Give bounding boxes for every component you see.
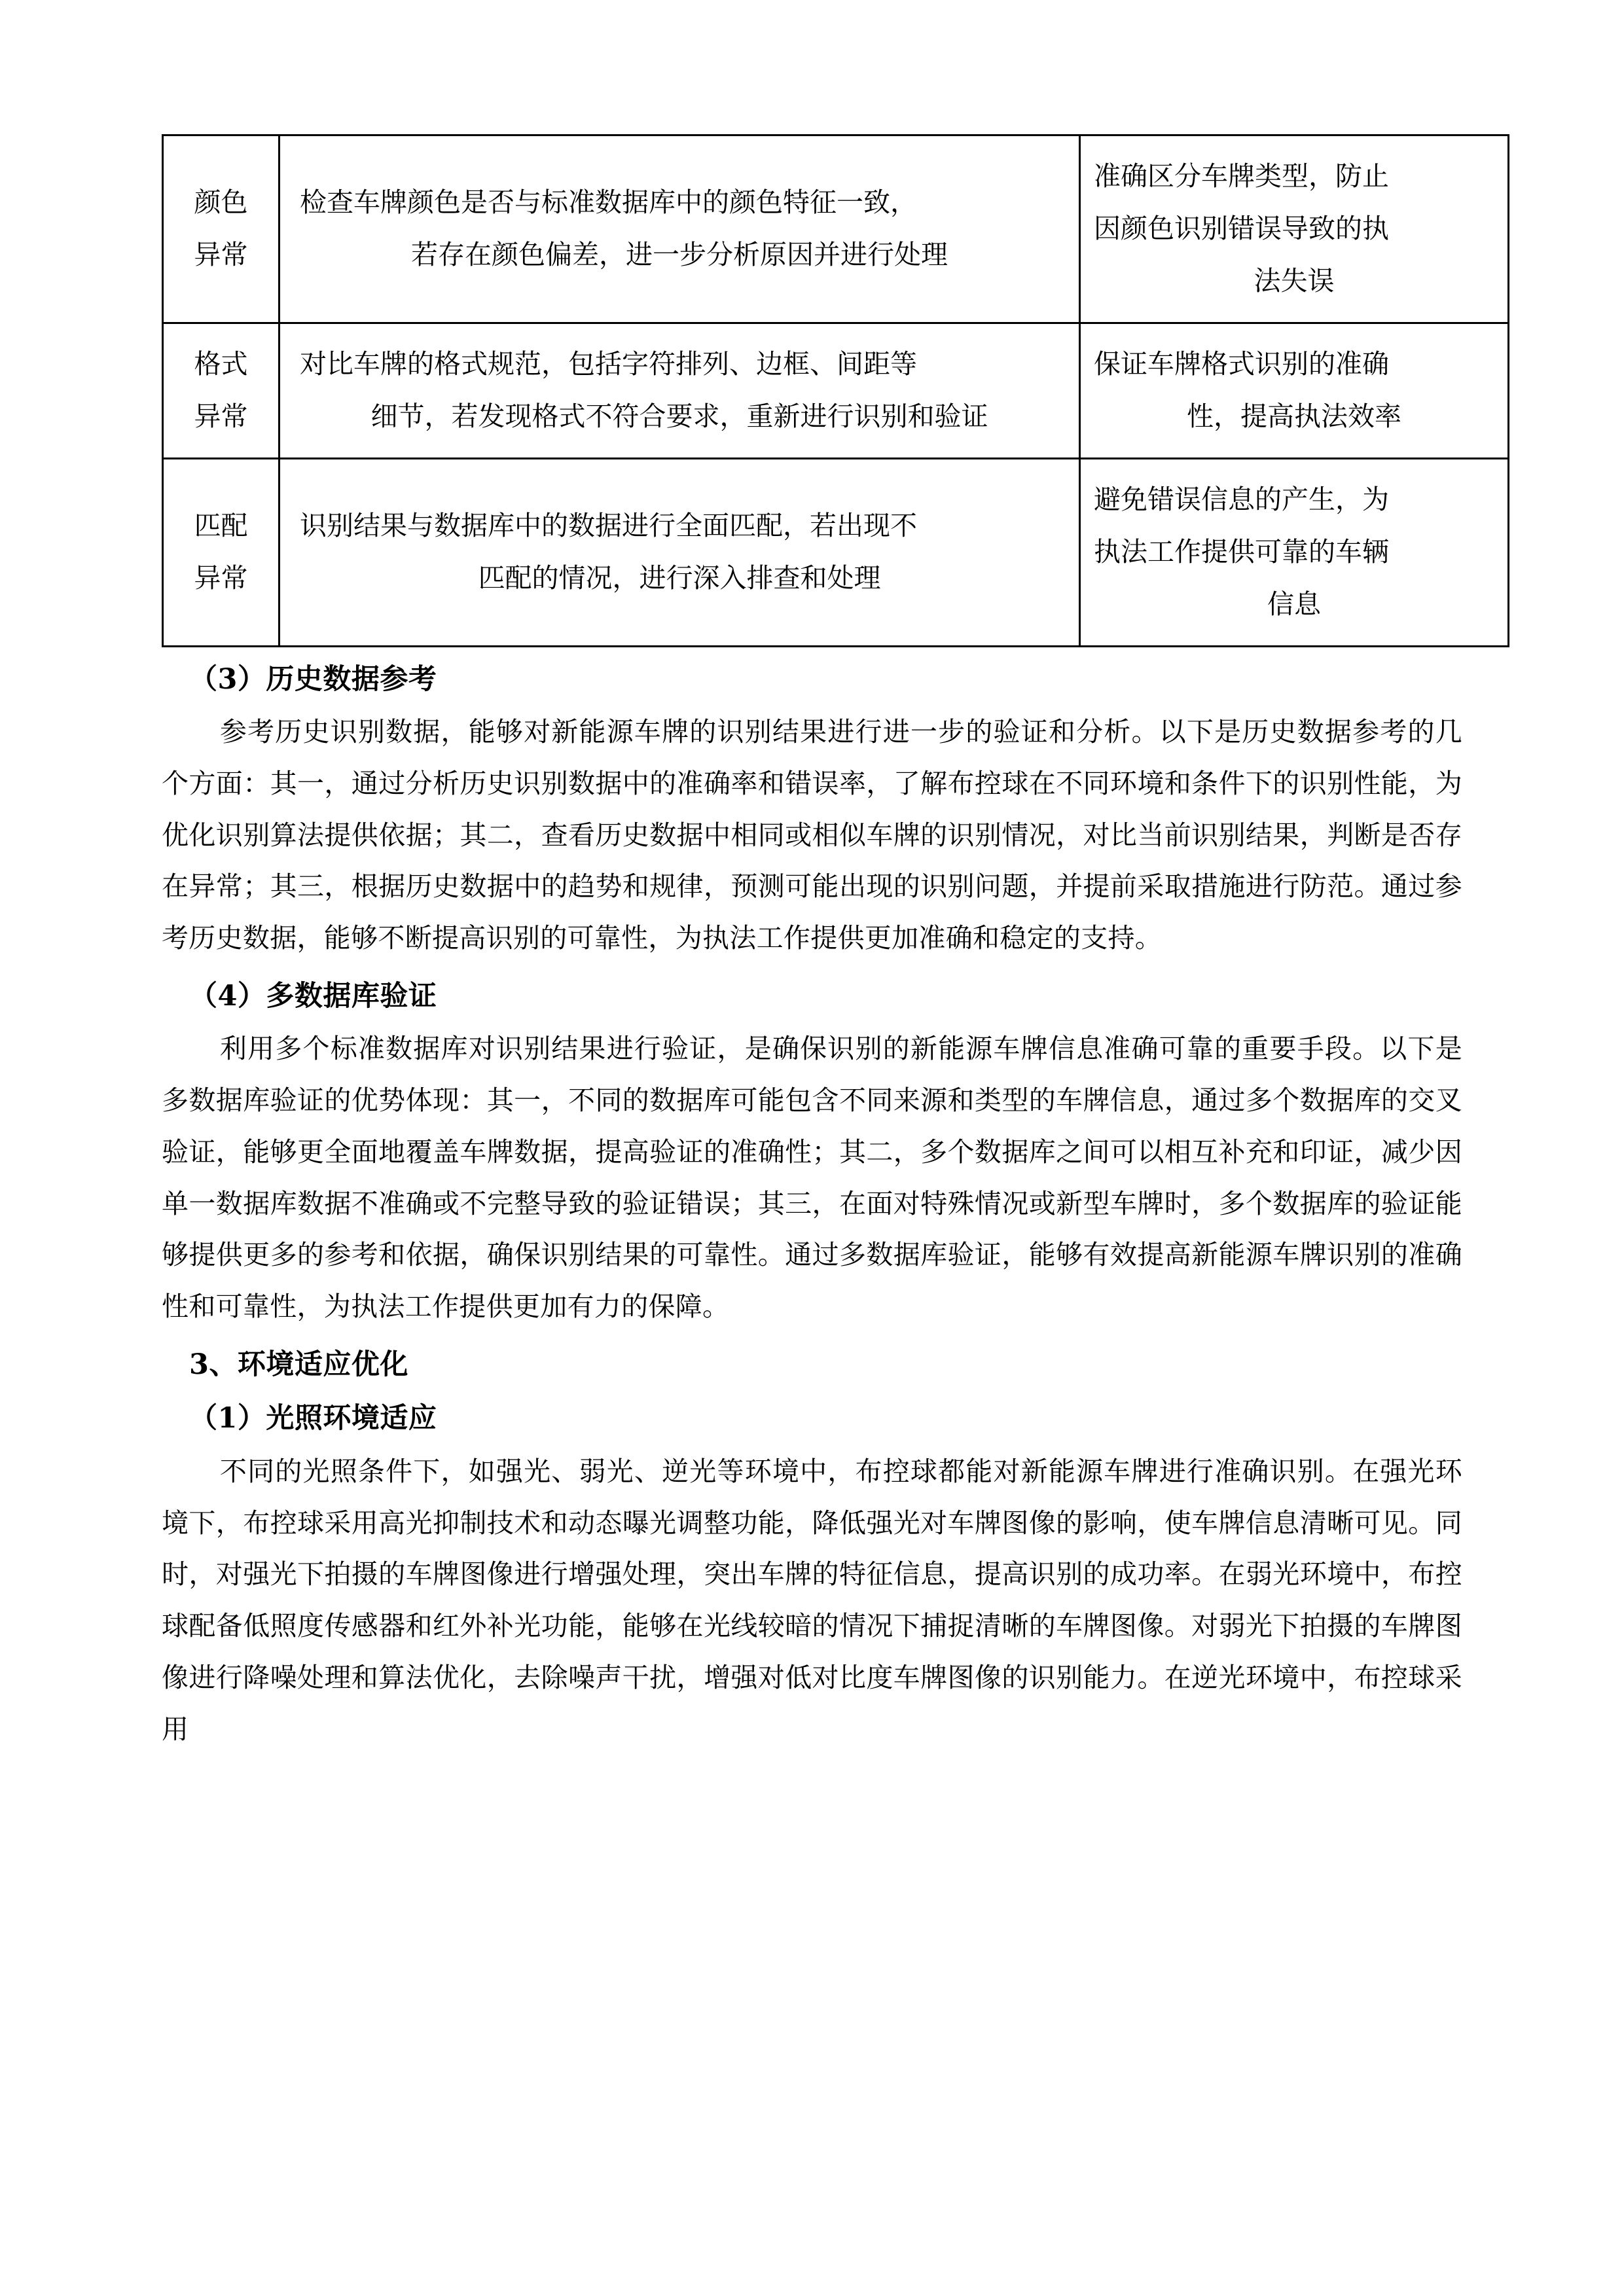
- anomaly-type-cell: [163, 135, 280, 323]
- anomaly-description-line: 若存在颜色偏差，进一步分析原因并进行处理: [411, 238, 948, 270]
- anomaly-goal-line: 避免错误信息的产生，为: [1094, 483, 1389, 515]
- anomaly-description-line: 检查车牌颜色是否与标准数据库中的颜色特征一致，: [300, 186, 917, 218]
- anomaly-description-line: 细节，若发现格式不符合要求，重新进行识别和验证: [370, 400, 988, 432]
- anomaly-type-line: 异常: [194, 400, 248, 432]
- anomaly-goal-line: 法失误: [1254, 264, 1335, 296]
- section-heading-environment-adaptation: 3、环境适应优化: [189, 1348, 408, 1381]
- anomaly-handling-table: [162, 134, 1509, 647]
- section-heading-history-data: （3）历史数据参考: [189, 662, 437, 696]
- anomaly-type-line: 异常: [194, 562, 248, 594]
- anomaly-description-stack: [287, 338, 1072, 443]
- anomaly-type-line: 异常: [194, 238, 248, 270]
- anomaly-goal-stack: [1087, 151, 1501, 308]
- anomaly-type-stack: [170, 338, 272, 443]
- anomaly-type-line: 格式: [194, 348, 248, 380]
- paragraph-multi-database: [162, 1023, 1462, 1332]
- anomaly-goal-line: 性，提高执法效率: [1187, 400, 1401, 432]
- anomaly-description-cell: [280, 135, 1080, 323]
- paragraph-text: 利用多个标准数据库对识别结果进行验证，是确保识别的新能源车牌信息准确可靠的重要手段。以下是多数据库验证的优势体现：其一，不同的数据库可能包含不同来源和类型的车牌信息，通过多个数据库的交叉验证，能够更全面地覆盖车牌数据，提高验证的准确性；其二，多个数据库之间可以相互补充和印证，减少因单一数据库数据不准确或不完整导致的验证错误；其三，在面对特殊情况或新型车牌时，多个数据库的验证能够提供更多的参考和依据，确保识别结果的可靠性。通过多数据库验证，能够有效提高新能源车牌识别的准确性和可靠性，为执法工作提供更加有力的保障。: [162, 1033, 1462, 1322]
- anomaly-type-stack: [170, 500, 272, 605]
- paragraph-text: 不同的光照条件下，如强光、弱光、逆光等环境中，布控球都能对新能源车牌进行准确识别。在强光环境下，布控球采用高光抑制技术和动态曝光调整功能，降低强光对车牌图像的影响，使车牌信息清晰可见。同时，对强光下拍摄的车牌图像进行增强处理，突出车牌的特征信息，提高识别的成功率。在弱光环境中，布控球配备低照度传感器和红外补光功能，能够在光线较暗的情况下捕捉清晰的车牌图像。对弱光下拍摄的车牌图像进行降噪处理和算法优化，去除噪声干扰，增强对低对比度车牌图像的识别能力。在逆光环境中，布控球采用: [162, 1455, 1462, 1745]
- anomaly-goal-line: 准确区分车牌类型，防止: [1094, 160, 1389, 192]
- anomaly-goal-cell: [1080, 135, 1509, 323]
- anomaly-goal-stack: [1087, 474, 1501, 631]
- anomaly-goal-cell: [1080, 323, 1509, 458]
- anomaly-description-cell: [280, 323, 1080, 458]
- anomaly-type-line: 匹配: [194, 509, 248, 541]
- anomaly-description-line: 对比车牌的格式规范，包括字符排列、边框、间距等: [300, 348, 917, 380]
- table-body: [163, 135, 1509, 647]
- anomaly-goal-line: 信息: [1267, 588, 1321, 620]
- section-heading-light-adaptation: （1）光照环境适应: [189, 1402, 437, 1435]
- anomaly-description-stack: [287, 177, 1072, 281]
- table-row: [163, 323, 1509, 458]
- anomaly-description-stack: [287, 500, 1072, 605]
- paragraph-history-data: [162, 706, 1462, 964]
- section-heading-multi-database: （4）多数据库验证: [189, 979, 437, 1013]
- anomaly-type-stack: [170, 177, 272, 281]
- anomaly-description-line: 匹配的情况，进行深入排查和处理: [478, 562, 881, 594]
- anomaly-type-cell: [163, 458, 280, 646]
- anomaly-goal-cell: [1080, 458, 1509, 646]
- anomaly-type-cell: [163, 323, 280, 458]
- anomaly-description-line: 识别结果与数据库中的数据进行全面匹配，若出现不: [300, 509, 917, 541]
- table-row: [163, 458, 1509, 646]
- anomaly-goal-line: 保证车牌格式识别的准确: [1094, 348, 1389, 380]
- anomaly-goal-stack: [1087, 338, 1501, 443]
- paragraph-light-adaptation: [162, 1446, 1462, 1755]
- anomaly-description-cell: [280, 458, 1080, 646]
- anomaly-goal-line: 因颜色识别错误导致的执: [1094, 212, 1389, 244]
- anomaly-type-line: 颜色: [194, 186, 248, 218]
- anomaly-goal-line: 执法工作提供可靠的车辆: [1094, 535, 1389, 567]
- paragraph-text: 参考历史识别数据，能够对新能源车牌的识别结果进行进一步的验证和分析。以下是历史数据参考的几个方面：其一，通过分析历史识别数据中的准确率和错误率，了解布控球在不同环境和条件下的识别性能，为优化识别算法提供依据；其二，查看历史数据中相同或相似车牌的识别情况，对比当前识别结果，判断是否存在异常；其三，根据历史数据中的趋势和规律，预测可能出现的识别问题，并提前采取措施进行防范。通过参考历史数据，能够不断提高识别的可靠性，为执法工作提供更加准确和稳定的支持。: [162, 716, 1462, 954]
- table-row: [163, 135, 1509, 323]
